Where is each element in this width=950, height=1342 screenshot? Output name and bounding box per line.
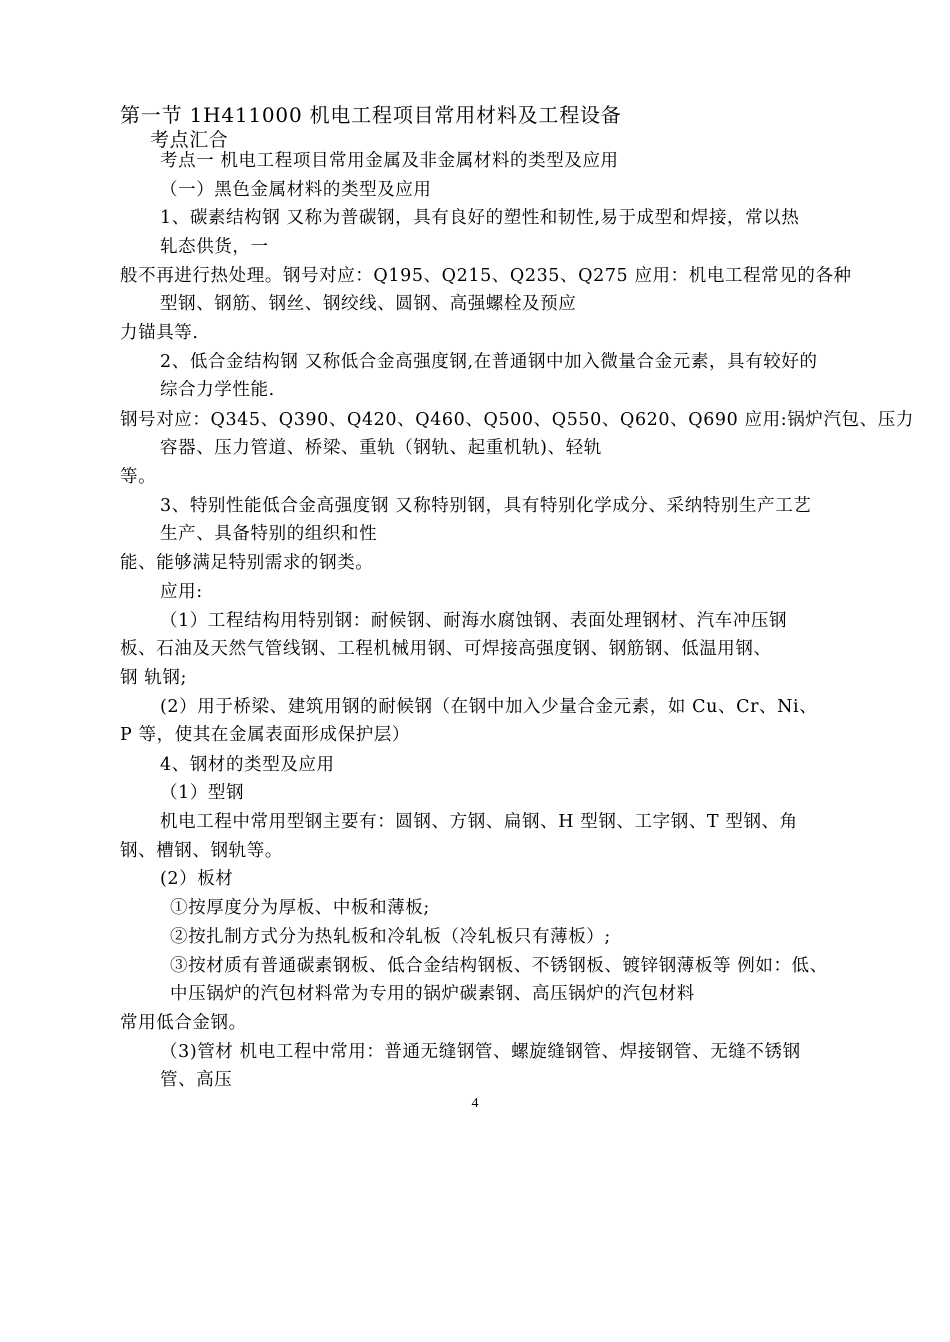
text-line: 2、低合金结构钢 又称低合金高强度钢,在普通钢中加入微量合金元素，具有较好的	[160, 352, 818, 372]
text-line: （1）工程结构用特别钢：耐候钢、耐海水腐蚀钢、表面处理钢材、汽车冲压钢	[160, 611, 788, 631]
text-line: 钢号对应：Q345、Q390、Q420、Q460、Q500、Q550、Q620、Q690 应用:锅炉汽包、压力	[120, 410, 914, 430]
text-line: 应用:	[160, 582, 203, 602]
text-line: 综合力学性能.	[160, 380, 275, 400]
text-line: ①按厚度分为厚板、中板和薄板;	[170, 898, 430, 918]
text-line: 容器、压力管道、桥梁、重轨（钢轨、起重机轨)、轻轨	[160, 438, 602, 458]
text-line: 中压锅炉的汽包材料常为专用的锅炉碳素钢、高压锅炉的汽包材料	[170, 984, 695, 1004]
text-line: （3)管材 机电工程中常用：普通无缝钢管、螺旋缝钢管、焊接钢管、无缝不锈钢	[160, 1042, 801, 1062]
text-line: 轧态供货，一	[160, 237, 269, 257]
text-line: 考点一 机电工程项目常用金属及非金属材料的类型及应用	[160, 151, 619, 171]
text-line: 机电工程中常用型钢主要有：圆钢、方钢、扁钢、H 型钢、工字钢、T 型钢、角	[160, 812, 798, 832]
text-line: P 等，使其在金属表面形成保护层）	[120, 725, 411, 745]
text-line: 生产、具备特别的组织和性	[160, 524, 378, 544]
text-line: 板、石油及天然气管线钢、工程机械用钢、可焊接高强度钢、钢筋钢、低温用钢、	[120, 639, 772, 659]
text-line: (2）板材	[160, 869, 234, 889]
page-number: 4	[471, 1096, 479, 1111]
text-line: ③按材质有普通碳素钢板、低合金结构钢板、不锈钢板、镀锌钢薄板等 例如：低、	[170, 956, 828, 976]
text-line: （1）型钢	[160, 783, 245, 803]
section-title: 第一节 1H411000 机电工程项目常用材料及工程设备	[120, 103, 622, 127]
text-line: 等。	[120, 467, 157, 487]
text-line: (2）用于桥梁、建筑用钢的耐候钢（在钢中加入少量合金元素，如 Cu、Cr、Ni、	[160, 697, 818, 717]
text-line: 1、碳素结构钢 又称为普碳钢，具有良好的塑性和韧性,易于成型和焊接，常以热	[160, 208, 800, 228]
text-line: 力锚具等.	[120, 323, 199, 343]
text-line: 型钢、钢筋、钢丝、钢绞线、圆钢、高强螺栓及预应	[160, 294, 577, 314]
section-subtitle: 考点汇合	[150, 129, 229, 151]
text-line: 钢 轨钢;	[120, 668, 187, 688]
text-line: 3、特别性能低合金高强度钢 又称特别钢，具有特别化学成分、采纳特别生产工艺	[160, 496, 812, 516]
text-line: （一）黑色金属材料的类型及应用	[160, 180, 432, 200]
text-line: 能、能够满足特别需求的钢类。	[120, 553, 374, 573]
text-line: 常用低合金钢。	[120, 1013, 247, 1033]
text-line: 管、高压	[160, 1070, 233, 1090]
text-line: 4、钢材的类型及应用	[160, 755, 335, 775]
text-line: ②按扎制方式分为热轧板和冷轧板（冷轧板只有薄板）;	[170, 927, 611, 947]
text-line: 钢、槽钢、钢轨等。	[120, 841, 283, 861]
text-line: 般不再进行热处理。钢号对应：Q195、Q215、Q235、Q275 应用：机电工程常见的各种	[120, 266, 852, 286]
